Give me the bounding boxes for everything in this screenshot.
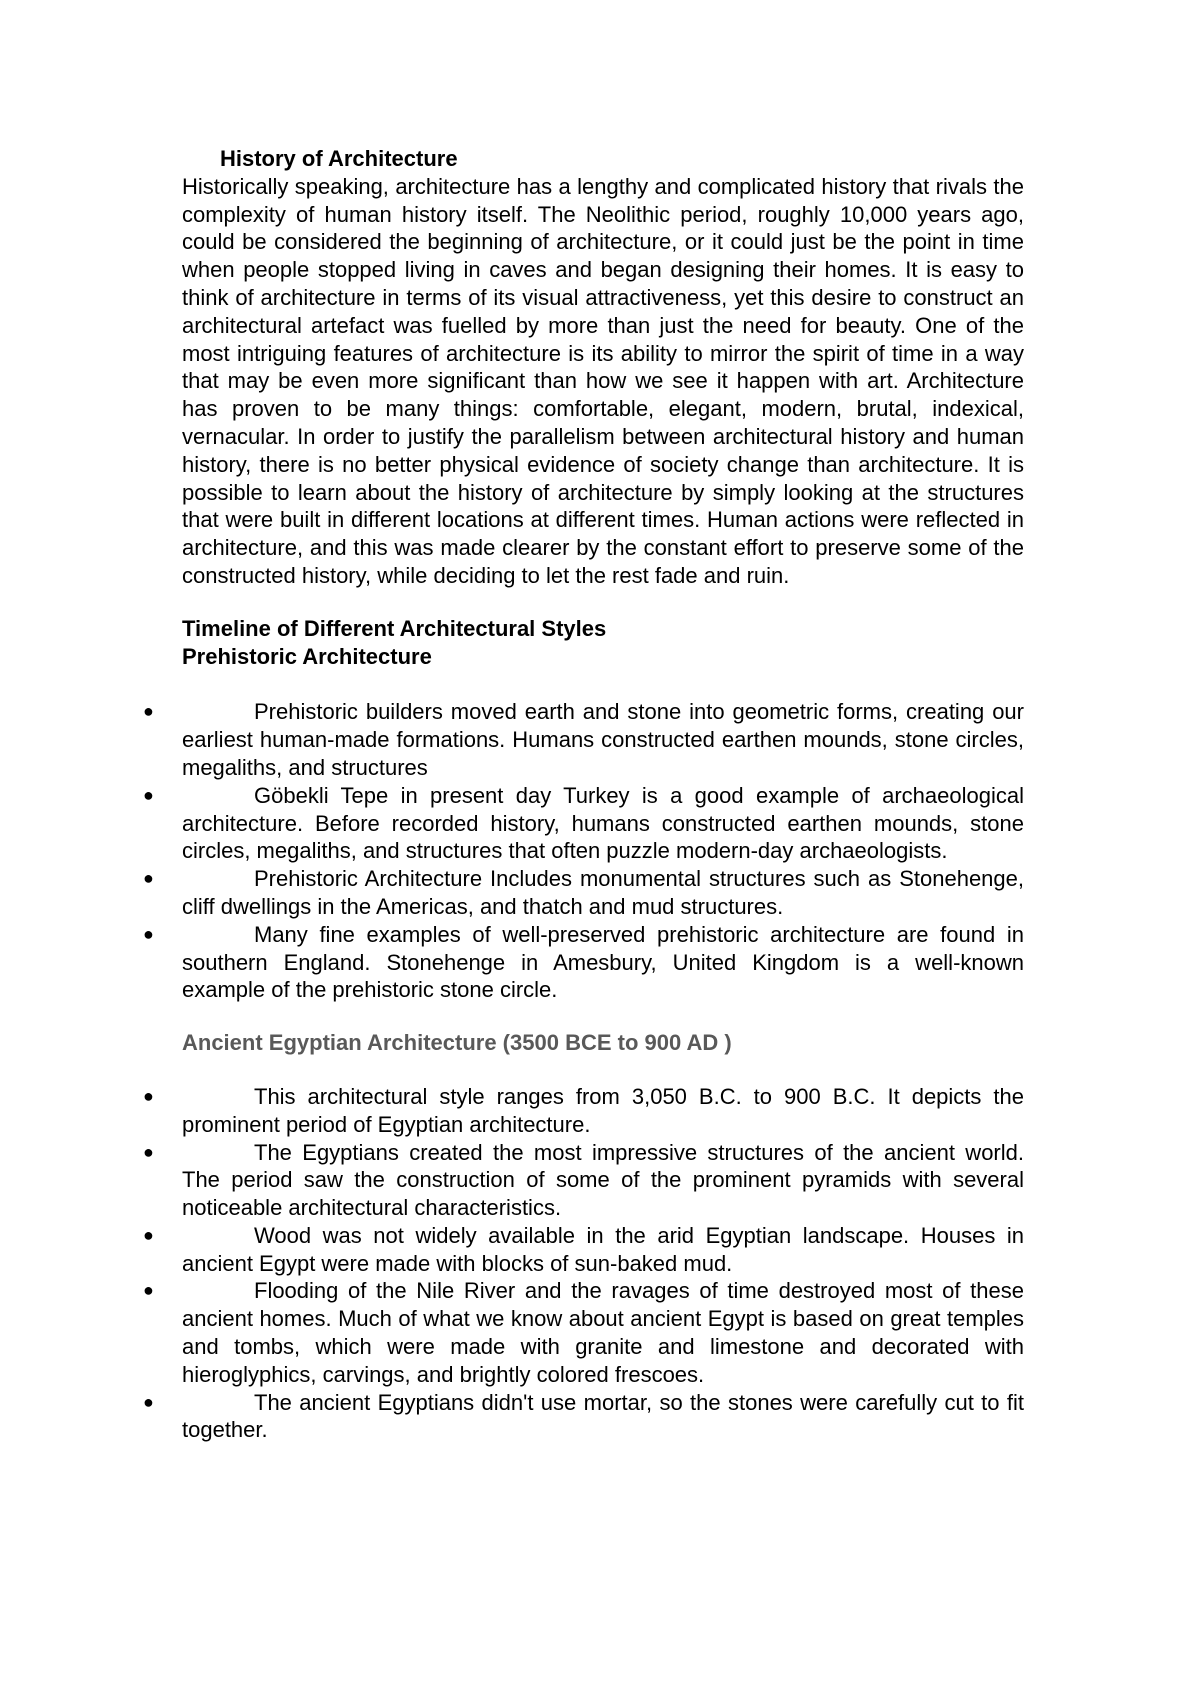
bullet-icon: ● <box>143 1141 154 1162</box>
bullet-icon: ● <box>143 701 154 722</box>
timeline-heading: Timeline of Different Architectural Styles <box>182 615 607 641</box>
list-item <box>143 1083 1024 1139</box>
intro-paragraph: Historically speaking, architecture has a lengthy and complicated history that rivals the complexity of human history itself. The Neolithic period, roughly 10,000 years ago, could be considered the beginning of architecture, or it could just be the point in time when people stopped living in caves and began designing their homes. It is easy to think of architecture in terms of its visual attractiveness, yet this desire to construct an architectural artefact was fuelled by more than just the need for beauty. One of the most intriguing features of architecture is its ability to mirror the spirit of time in a way that may be even more significant than how we see it happen with art. Architecture has proven to be many things: comfortable, elegant, modern, brutal, indexical, vernacular. In order to justify the parallelism between architectural history and human history, there is no better physical evidence of society change than architecture. It is possible to learn about the history of architecture by simply looking at the structures that were built in different locations at different times. Human actions were reflected in architecture, and this was made clearer by the constant effort to preserve some of the constructed history, while deciding to let the rest fade and ruin. <box>182 173 1024 588</box>
bullet-icon: ● <box>143 1280 154 1301</box>
list-item-text: Göbekli Tepe in present day Turkey is a good example of archaeological architecture. Before recorded history, humans constructed earthen mounds, stone circles, megaliths, and structures that often puzzle modern-day archaeologists. <box>182 782 1024 864</box>
list-item-text: Prehistoric builders moved earth and stone into geometric forms, creating our earliest human-made formations. Humans constructed earthen mounds, stone circles, megaliths, and structures <box>182 699 1024 780</box>
list-item-text: Flooding of the Nile River and the ravages of time destroyed most of these ancient homes. Much of what we know about ancient Egypt is based on great temples and tombs, which were made with granite and limestone and decorated with hieroglyphics, carvings, and brightly colored frescoes. <box>182 1278 1024 1387</box>
list-item-text: Wood was not widely available in the arid Egyptian landscape. Houses in ancient Egypt were made with blocks of sun-baked mud. <box>182 1222 1024 1276</box>
document-page <box>143 145 1024 1444</box>
list-item <box>143 865 1024 921</box>
list-item <box>143 1277 1024 1388</box>
list-item-text: Many fine examples of well-preserved prehistoric architecture are found in southern England. Stonehenge in Amesbury, United Kingdom is a well-known example of the prehistoric stone circle. <box>182 921 1024 1003</box>
egyptian-bullet-list <box>143 1083 1024 1444</box>
list-item <box>143 921 1024 1004</box>
list-item-text: This architectural style ranges from 3,050 B.C. to 900 B.C. It depicts the prominent period of Egyptian architecture. <box>182 1083 1024 1137</box>
list-item-text: Prehistoric Architecture Includes monumental structures such as Stonehenge, cliff dwellings in the Americas, and thatch and mud structures. <box>182 866 1024 919</box>
bullet-icon: ● <box>143 868 154 889</box>
list-item <box>143 782 1024 865</box>
prehistoric-bullet-list <box>143 698 1024 1004</box>
bullet-icon: ● <box>143 1224 154 1245</box>
prehistoric-heading: Prehistoric Architecture <box>182 643 432 669</box>
bullet-icon: ● <box>143 784 154 805</box>
list-item <box>143 1139 1024 1222</box>
bullet-icon: ● <box>143 1391 154 1412</box>
list-item-text: The ancient Egyptians didn't use mortar, so the stones were carefully cut to fit together. <box>182 1389 1024 1443</box>
list-item <box>143 1389 1024 1445</box>
bullet-icon: ● <box>143 923 154 944</box>
document-title: History of Architecture <box>220 146 458 171</box>
list-item-text: The Egyptians created the most impressive structures of the ancient world. The period saw the construction of some of the prominent pyramids with several noticeable architectural characteristics. <box>182 1139 1024 1221</box>
list-item <box>143 1222 1024 1278</box>
egyptian-heading: Ancient Egyptian Architecture (3500 BCE to 900 AD ) <box>182 1030 732 1056</box>
list-item <box>143 698 1024 781</box>
bullet-icon: ● <box>143 1085 154 1106</box>
